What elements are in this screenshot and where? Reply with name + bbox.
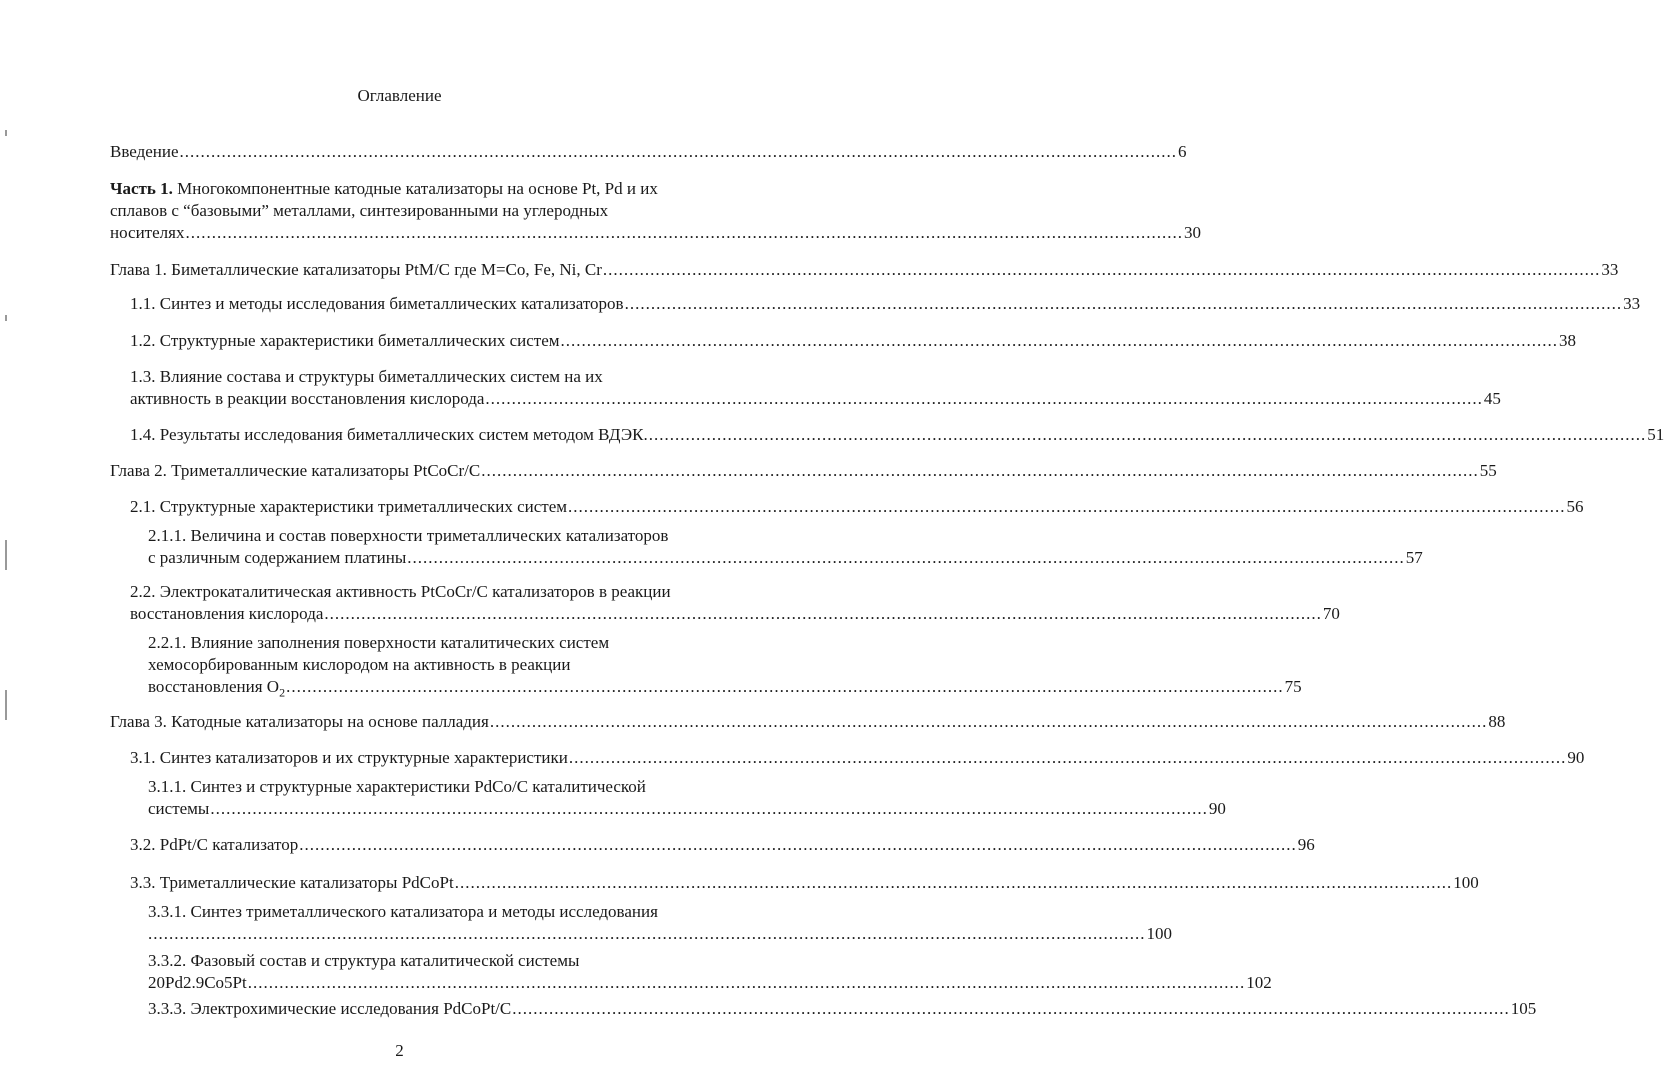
scan-artifact <box>5 315 7 321</box>
toc-entry-chapter-3[interactable]: Глава 3. Катодные катализаторы на основе палладия .............................................................................................................................................................................................. 88 <box>110 712 1506 731</box>
toc-entry-section-3-3-1[interactable]: 3.3.1. Синтез триметаллического катализатора и методы исследования .............................................................................................................................................................................................. 100 <box>148 902 1172 943</box>
toc-entry-section-1-3[interactable]: 1.3. Влияние состава и структуры биметаллических систем на их активность в реакции восстановления кислорода .............................................................................................................................................................................................. 45 <box>130 367 1501 408</box>
scan-artifact <box>5 130 7 136</box>
toc-entry-section-3-1[interactable]: 3.1. Синтез катализаторов и их структурные характеристики .............................................................................................................................................................................................. 90 <box>130 748 1585 767</box>
toc-entry-section-2-1[interactable]: 2.1. Структурные характеристики триметаллических систем .............................................................................................................................................................................................. 56 <box>130 497 1584 516</box>
toc-entry-section-2-2[interactable]: 2.2. Электрокаталитическая активность PtCoCr/C катализаторов в реакции восстановления кислорода .............................................................................................................................................................................................. 70 <box>130 582 1340 623</box>
toc-entry-introduction[interactable]: Введение .............................................................................................................................................................................................. 6 <box>110 142 1187 161</box>
scan-artifact <box>5 690 7 720</box>
toc-entry-section-2-1-1[interactable]: 2.1.1. Величина и состав поверхности триметаллических катализаторов с различным содержанием платины .............................................................................................................................................................................................. 57 <box>148 526 1423 567</box>
toc-entry-section-1-4[interactable]: 1.4. Результаты исследования биметаллических систем методом ВДЭК. .............................................................................................................................................................................................. 51 <box>130 425 1664 444</box>
toc-entry-section-3-3-3[interactable]: 3.3.3. Электрохимические исследования PdCoPt/C .............................................................................................................................................................................................. 105 <box>148 999 1537 1018</box>
toc-entry-part-1[interactable]: Часть 1. Многокомпонентные катодные катализаторы на основе Pt, Pd и их сплавов с “базовыми” металлами, синтезированными на углеродных носителях .............................................................................................................................................................................................. 30 <box>110 179 1201 242</box>
part-label: Часть 1. <box>110 179 173 198</box>
toc-entry-section-1-2[interactable]: 1.2. Структурные характеристики биметаллических систем .............................................................................................................................................................................................. 38 <box>130 331 1577 350</box>
page-number: 2 <box>395 1041 404 1060</box>
toc-entry-section-3-1-1[interactable]: 3.1.1. Синтез и структурные характеристики PdCo/C каталитической системы .............................................................................................................................................................................................. 90 <box>148 777 1226 818</box>
toc-entry-section-1-1[interactable]: 1.1. Синтез и методы исследования биметаллических катализаторов .............................................................................................................................................................................................. 33 <box>130 294 1641 313</box>
toc-title: Оглавление <box>357 86 442 105</box>
toc-entry-section-3-2[interactable]: 3.2. PdPt/C катализатор .............................................................................................................................................................................................. 96 <box>130 835 1315 854</box>
scan-artifact <box>5 540 7 570</box>
toc-entry-chapter-1[interactable]: Глава 1. Биметаллические катализаторы PtM/C где M=Co, Fe, Ni, Cr .............................................................................................................................................................................................. 33 <box>110 260 1619 279</box>
toc-entry-section-3-3[interactable]: 3.3. Триметаллические катализаторы PdCoPt .............................................................................................................................................................................................. 100 <box>130 873 1479 892</box>
toc-entry-section-3-3-2[interactable]: 3.3.2. Фазовый состав и структура каталитической системы 20Pd2.9Co5Pt .............................................................................................................................................................................................. 102 <box>148 951 1272 992</box>
toc-entry-section-2-2-1[interactable]: 2.2.1. Влияние заполнения поверхности каталитических систем хемосорбированным кислородом на активность в реакции восстановления $O_2$ .............................................................................................................................................................................................. 75 <box>148 633 1302 700</box>
toc-entry-chapter-2[interactable]: Глава 2. Триметаллические катализаторы PtCoCr/C .............................................................................................................................................................................................. 55 <box>110 461 1497 480</box>
